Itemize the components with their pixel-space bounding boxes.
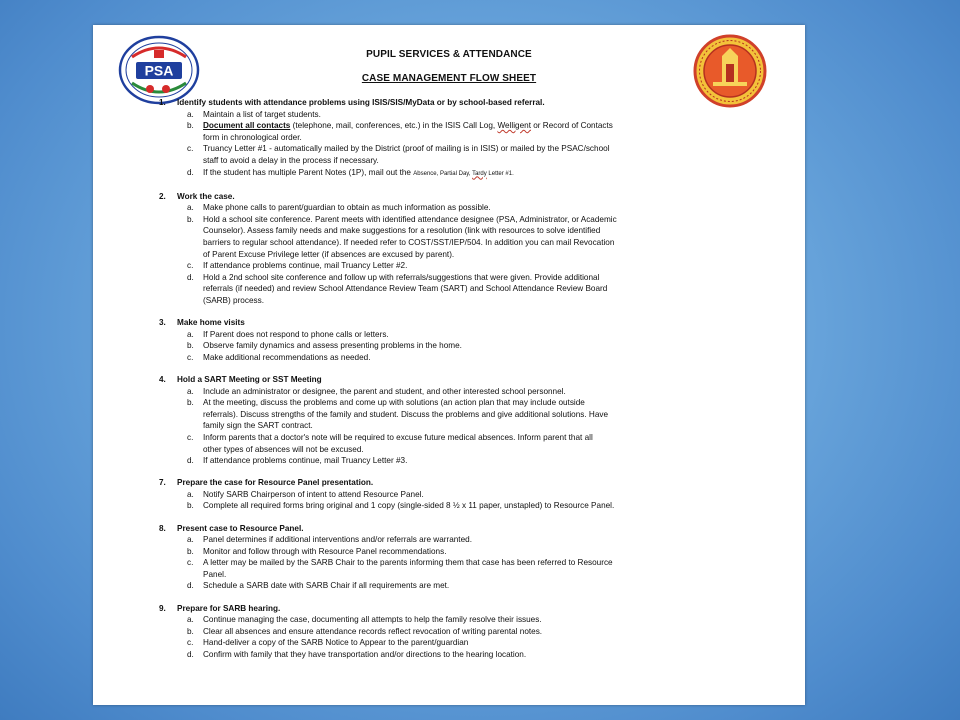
section-title <box>159 317 779 329</box>
item-body: Complete all required forms bring original and 1 copy (single-sided 8 ½ x 11 paper, unstapled) to Resource Panel. <box>203 501 615 511</box>
section-number: 8. <box>159 523 166 533</box>
item-body: Truancy Letter #1 - automatically mailed by the District (proof of mailing is in ISIS) or mailed by the PSAC/school staff to avoid a delay in the process if necessary. <box>203 144 610 165</box>
item-body: If attendance problems continue, mail Truancy Letter #3. <box>203 456 408 466</box>
item-spellcheck-word: Tardy <box>472 170 487 177</box>
item-letter: b. <box>187 214 194 224</box>
item-text <box>203 202 779 214</box>
item-text <box>203 546 779 558</box>
item-body: At the meeting, discuss the problems and come up with solutions (an action plan that may include outside referrals). Discuss strengths of the family and student. Discuss the problems and give additional solutions. Have family sign the SART contract. <box>203 398 609 431</box>
list-item <box>159 546 779 558</box>
item-letter: d. <box>187 456 194 466</box>
item-text <box>203 455 779 467</box>
list-item <box>159 455 779 467</box>
list-item <box>159 272 779 307</box>
list-item <box>159 534 779 546</box>
item-body: Hand-deliver a copy of the SARB Notice to Appear to the parent/guardian <box>203 638 469 648</box>
item-body: Make additional recommendations as needed. <box>203 352 371 362</box>
list-item <box>159 167 779 181</box>
list-item <box>159 637 779 649</box>
item-text <box>203 352 779 364</box>
item-text <box>203 432 779 455</box>
list-item <box>159 109 779 121</box>
list-item <box>159 214 779 260</box>
item-text <box>203 260 779 272</box>
list-item <box>159 260 779 272</box>
item-letter: b. <box>187 546 194 556</box>
item-tail: Letter #1. <box>486 170 514 177</box>
item-letter: d. <box>187 167 194 177</box>
item-body: If Parent does not respond to phone calls or letters. <box>203 329 389 339</box>
section-number: 2. <box>159 191 166 201</box>
item-body: Notify SARB Chairperson of intent to attend Resource Panel. <box>203 489 424 499</box>
section-4 <box>159 374 779 467</box>
item-text <box>203 557 779 580</box>
item-body: Continue managing the case, documenting all attempts to help the family resolve their issues. <box>203 615 542 625</box>
item-letter: a. <box>187 615 194 625</box>
item-letter: b. <box>187 501 194 511</box>
section-5 <box>159 477 779 512</box>
item-body: If the student has multiple Parent Notes (1P), mail out the <box>203 167 414 177</box>
item-letter: c. <box>187 261 194 271</box>
section-title-text: Present case to Resource Panel. <box>177 523 304 533</box>
section-title-text: Prepare for SARB hearing. <box>177 603 281 613</box>
item-body: Make phone calls to parent/guardian to obtain as much information as possible. <box>203 203 491 213</box>
item-letter: a. <box>187 535 194 545</box>
list-item <box>159 432 779 455</box>
list-item <box>159 626 779 638</box>
document-subtitle: CASE MANAGEMENT FLOW SHEET <box>361 73 537 84</box>
item-text <box>203 340 779 352</box>
section-3 <box>159 317 779 363</box>
section-6 <box>159 523 779 593</box>
list-item <box>159 202 779 214</box>
section-title <box>159 97 779 109</box>
item-letter: d. <box>187 581 194 591</box>
section-title-text: Hold a SART Meeting or SST Meeting <box>177 374 322 384</box>
section-title <box>159 191 779 203</box>
item-letter: c. <box>187 558 194 568</box>
item-text <box>203 214 779 260</box>
list-item <box>159 580 779 592</box>
item-letter: c. <box>187 144 194 154</box>
item-text <box>203 489 779 501</box>
item-letter: a. <box>187 109 194 119</box>
item-text <box>203 143 779 166</box>
item-emphasis: Document all contacts <box>203 121 291 131</box>
section-title-text: Prepare the case for Resource Panel presentation. <box>177 478 374 488</box>
list-item <box>159 143 779 166</box>
section-number: 4. <box>159 374 166 384</box>
item-text <box>203 120 779 143</box>
section-title <box>159 603 779 615</box>
section-title-text: Work the case. <box>177 191 235 201</box>
section-title <box>159 374 779 386</box>
item-text <box>203 109 779 121</box>
item-letter: c. <box>187 432 194 442</box>
section-title <box>159 477 779 489</box>
item-letter: a. <box>187 329 194 339</box>
section-1 <box>159 97 779 180</box>
section-2 <box>159 191 779 307</box>
item-body: If attendance problems continue, mail Truancy Letter #2. <box>203 261 408 271</box>
item-letter: c. <box>187 638 194 648</box>
list-item <box>159 557 779 580</box>
item-text <box>203 649 779 661</box>
item-text <box>203 167 779 181</box>
item-letter: b. <box>187 121 194 131</box>
item-text <box>203 272 779 307</box>
item-spellcheck-word: Welligent <box>497 121 531 131</box>
item-body: A letter may be mailed by the SARB Chair to the parents informing them that case has been referred to Resource Panel. <box>203 558 613 579</box>
section-7 <box>159 603 779 661</box>
item-letter: c. <box>187 352 194 362</box>
item-text <box>203 500 779 512</box>
flow-sections <box>159 97 779 671</box>
item-body: Clear all absences and ensure attendance records reflect revocation of writing parental notes. <box>203 626 543 636</box>
item-letter: d. <box>187 649 194 659</box>
item-letter: a. <box>187 203 194 213</box>
section-number: 1. <box>159 98 166 107</box>
item-tail: or Record of Contacts form in chronological order. <box>203 121 613 142</box>
document-title: PUPIL SERVICES & ATTENDANCE <box>366 49 532 60</box>
list-item <box>159 386 779 398</box>
document-page <box>93 25 805 705</box>
section-title <box>159 523 779 535</box>
item-letter: b. <box>187 398 194 408</box>
item-body: (telephone, mail, conferences, etc.) in the ISIS Call Log, <box>290 121 498 131</box>
item-text <box>203 637 779 649</box>
item-letter: d. <box>187 272 194 282</box>
list-item <box>159 120 779 143</box>
list-item <box>159 500 779 512</box>
item-body: Panel determines if additional interventions and/or referrals are warranted. <box>203 535 472 545</box>
item-body: Maintain a list of target students. <box>203 109 321 119</box>
item-body: Observe family dynamics and assess presenting problems in the home. <box>203 341 462 351</box>
item-text <box>203 614 779 626</box>
item-text <box>203 397 779 432</box>
list-item <box>159 329 779 341</box>
list-item <box>159 340 779 352</box>
item-letter: b. <box>187 626 194 636</box>
item-small-text: Absence, Partial Day, <box>413 170 473 177</box>
list-item <box>159 649 779 661</box>
item-text <box>203 580 779 592</box>
item-body: Monitor and follow through with Resource Panel recommendations. <box>203 546 447 556</box>
list-item <box>159 614 779 626</box>
item-body: Inform parents that a doctor's note will be required to excuse future medical absences. Inform parent that all other types of absences will not be excused. <box>203 432 593 454</box>
item-letter: a. <box>187 489 194 499</box>
section-number: 3. <box>159 318 166 328</box>
list-item <box>159 489 779 501</box>
item-body: Include an administrator or designee, the parent and student, and other interested school personnel. <box>203 386 566 396</box>
item-body: Hold a school site conference. Parent meets with identified attendance designee (PSA, Administrator, or Academic Counselor). Assess family needs and make suggestions for a resolution (link with resources to solve identified barriers to regular school attendance). If needed refer to COST/SST/IEP/504. In addition you can mail Revocation of Parent Excuse Privilege letter (if absences are excused by parent). <box>203 214 617 259</box>
item-body: Schedule a SARB date with SARB Chair if all requirements are met. <box>203 581 450 591</box>
item-letter: a. <box>187 386 194 396</box>
psa-logo-icon <box>118 35 200 105</box>
section-title-text: Make home visits <box>177 318 245 328</box>
item-text <box>203 626 779 638</box>
psa-logo-text: PSA <box>144 62 174 79</box>
item-letter: b. <box>187 341 194 351</box>
section-title-text: Identify students with attendance problems using ISIS/SIS/MyData or by school-based referral. <box>177 98 545 107</box>
list-item <box>159 397 779 432</box>
list-item <box>159 352 779 364</box>
item-body: Hold a 2nd school site conference and follow up with referrals/suggestions that were given. Provide additional referrals (if needed) and review School Attendance Review Team (SART) and School Attendance Review Board (SARB) process. <box>203 272 608 305</box>
section-number: 7. <box>159 478 166 488</box>
item-body: Confirm with family that they have transportation and/or directions to the hearing location. <box>203 649 527 659</box>
item-text <box>203 386 779 398</box>
section-number: 9. <box>159 603 166 613</box>
item-text <box>203 329 779 341</box>
item-text <box>203 534 779 546</box>
